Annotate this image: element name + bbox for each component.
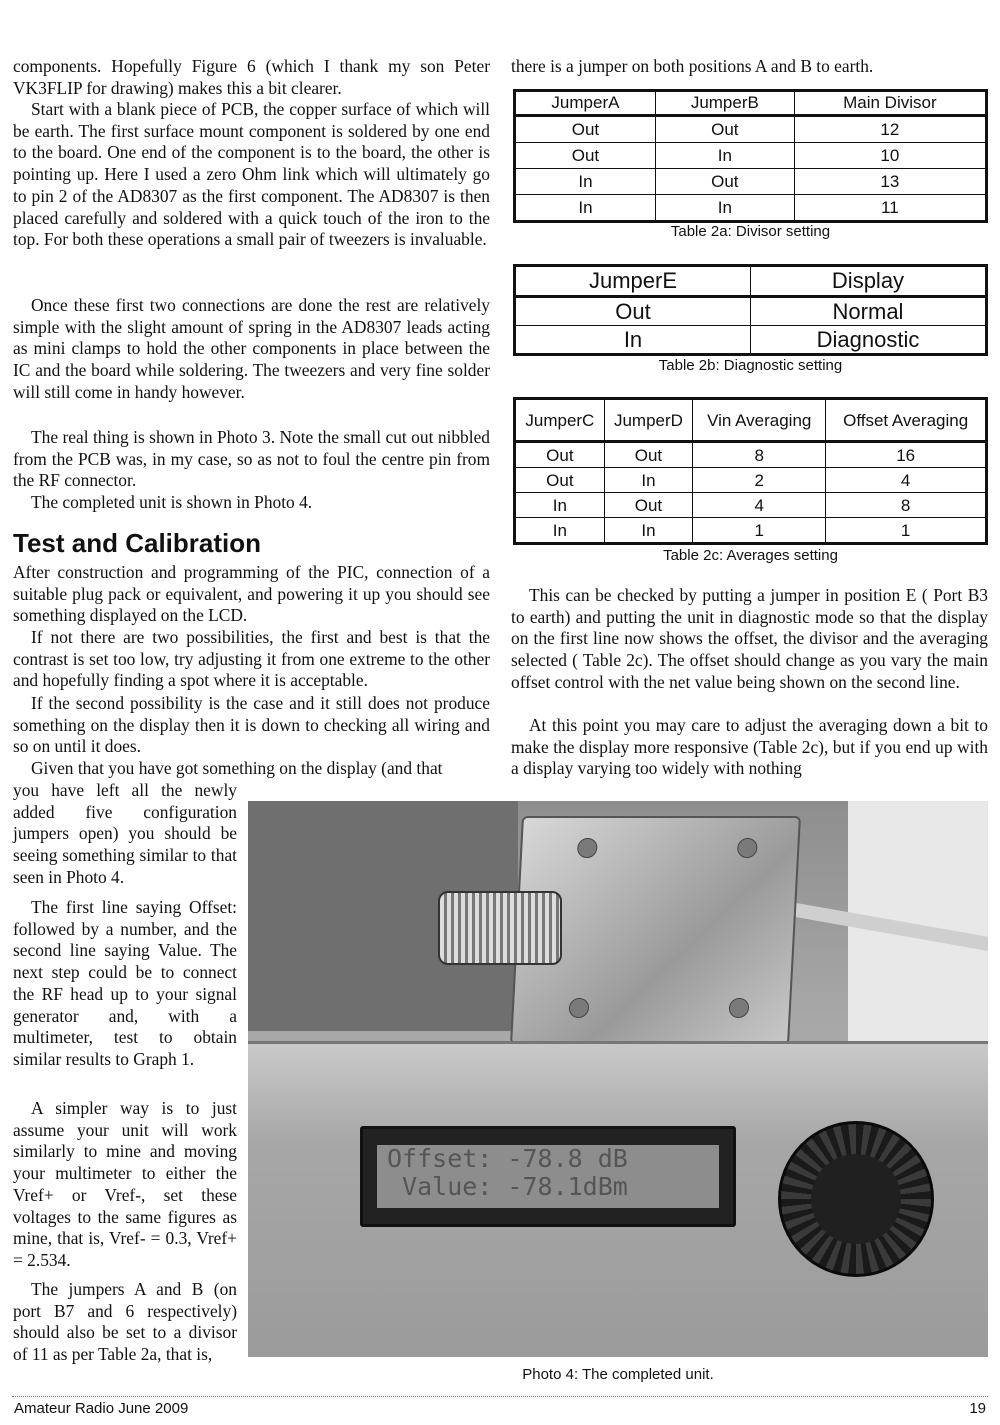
table-header-cell: JumperA (515, 91, 656, 116)
table-cell: In (655, 143, 794, 169)
table-cell: Out (515, 116, 656, 143)
table-cell: Diagnostic (751, 326, 987, 355)
table-cell: Out (655, 169, 794, 195)
table-cell: Out (655, 116, 794, 143)
table-header-cell: JumperC (515, 399, 605, 442)
offset-knob (778, 1121, 934, 1277)
page-number: 19 (969, 1400, 986, 1417)
table-2c-caption: Table 2c: Averages setting (663, 547, 838, 564)
table-cell: 8 (826, 493, 987, 518)
table-header-row (515, 399, 987, 442)
table-header-cell: Display (751, 266, 987, 297)
left-para-6: After construction and programming of the PIC, connection of a suitable plug pack or equivalent, and powering it up you should see something displayed on the LCD. (13, 562, 490, 626)
section-heading: Test and Calibration (13, 528, 261, 558)
table-cell: In (515, 493, 605, 518)
table-cell: 2 (693, 468, 826, 493)
left-para-9b: you have left all the newly added five configuration jumpers open) you should be seeing something similar to that seen in Photo 4. (13, 780, 237, 887)
table-cell: 10 (794, 143, 986, 169)
table-cell: Out (515, 143, 656, 169)
table-header-cell: Main Divisor (794, 91, 986, 116)
screw-icon (577, 838, 598, 858)
table-row (515, 116, 987, 143)
table-cell: 8 (693, 442, 826, 468)
table-header-cell: JumperB (655, 91, 794, 116)
table-cell: 4 (826, 468, 987, 493)
table-row (515, 518, 987, 544)
table-row (515, 143, 987, 169)
table-cell: In (604, 468, 692, 493)
table-cell: 1 (826, 518, 987, 544)
left-para-11: A simpler way is to just assume your unit will work similarly to mine and moving your multimeter to either the Vref+ or Vref-, set these voltages to the same figures as mine, that is, Vref- = 0.3, Vref+ = 2.534. (13, 1098, 237, 1270)
table-header-cell: Vin Averaging (693, 399, 826, 442)
table-row (515, 468, 987, 493)
table-header-cell: JumperD (604, 399, 692, 442)
table-header-cell: JumperE (515, 266, 751, 297)
screw-icon (568, 998, 589, 1018)
lcd-line-1: Offset: -78.8 dB (387, 1144, 628, 1173)
table-averages-setting (513, 397, 988, 545)
right-para-3: At this point you may care to adjust the averaging down a bit to make the display more responsive (Table 2c), but if you end up with a display varying too widely with nothing (511, 715, 988, 779)
left-para-9: Given that you have got something on the display (and that (31, 758, 443, 778)
footer-divider (12, 1396, 988, 1397)
lcd-line-2: Value: -78.1dBm (387, 1172, 628, 1201)
table-2b-caption: Table 2b: Diagnostic setting (658, 357, 843, 374)
table-header-row (515, 266, 987, 297)
table-cell: In (604, 518, 692, 544)
table-cell: 16 (826, 442, 987, 468)
left-para-7: If not there are two possibilities, the first and best is that the contrast is set too low, try adjusting it from one extreme to the other and hopefully finding a spot where it is acceptable. (13, 627, 490, 691)
table-header-row (515, 91, 987, 116)
left-para-3: Once these first two connections are done the rest are relatively simple with the slight amount of spring in the AD8307 leads acting as mini clamps to hold the other components in place between the IC and the board while soldering. The tweezers and very fine solder will still come in handy however. (13, 295, 490, 402)
table-cell: 4 (693, 493, 826, 518)
table-row (515, 326, 987, 355)
table-header-cell: Offset Averaging (826, 399, 987, 442)
table-cell: 12 (794, 116, 986, 143)
table-row (515, 169, 987, 195)
table-cell: In (515, 326, 751, 355)
table-cell: In (655, 195, 794, 222)
table-cell: In (515, 169, 656, 195)
table-diagnostic-setting (513, 264, 988, 356)
footer-publication: Amateur Radio June 2009 (14, 1400, 189, 1417)
left-para-2: Start with a blank piece of PCB, the copper surface of which will be earth. The first surface mount component is soldered by one end to the board. One end of the component is to the board, the other is pointing up. Here I used a zero Ohm link which will ultimately go to pin 2 of the AD8307 as the first component. The AD8307 is then placed carefully and soldered with a quick touch of the iron to the top. For both these operations a small pair of tweezers is invaluable. (13, 99, 490, 250)
lcd-display (360, 1126, 736, 1227)
left-para-4: The real thing is shown in Photo 3. Note the small cut out nibbled from the PCB was, in my case, so as not to foul the centre pin from the RF connector. (13, 427, 490, 491)
n-connector (438, 891, 562, 965)
screw-icon (737, 838, 758, 858)
table-row (515, 493, 987, 518)
table-cell: Out (604, 493, 692, 518)
lcd-screen (377, 1145, 719, 1208)
table-row (515, 442, 987, 468)
table-divisor-setting (513, 89, 988, 223)
screw-icon (728, 998, 749, 1018)
table-cell: In (515, 195, 656, 222)
left-para-12: The jumpers A and B (on port B7 and 6 respectively) should also be set to a divisor of 11 as per Table 2a, that is, (13, 1279, 237, 1365)
table-cell: 1 (693, 518, 826, 544)
table-cell: Normal (751, 297, 987, 326)
left-para-10: The first line saying Offset: followed by a number, and the second line saying Value. The next step could be to connect the RF head up to your signal generator and, with a multimeter, test to obtain similar results to Graph 1. (13, 897, 237, 1069)
table-cell: In (515, 518, 605, 544)
right-para-1: there is a jumper on both positions A and B to earth. (511, 56, 874, 76)
table-row (515, 297, 987, 326)
table-cell: Out (604, 442, 692, 468)
table-cell: Out (515, 468, 605, 493)
completed-unit-photo (248, 801, 988, 1357)
table-cell: Out (515, 297, 751, 326)
table-cell: 13 (794, 169, 986, 195)
table-cell: 11 (794, 195, 986, 222)
table-cell: Out (515, 442, 605, 468)
left-para-8: If the second possibility is the case and it still does not produce something on the display then it is down to checking all wiring and so on until it does. (13, 693, 490, 757)
table-row (515, 195, 987, 222)
knob-cap (811, 1154, 901, 1244)
left-para-1: components. Hopefully Figure 6 (which I thank my son Peter VK3FLIP for drawing) makes this a bit clearer. (13, 56, 490, 98)
left-para-5: The completed unit is shown in Photo 4. (31, 492, 313, 512)
table-2a-caption: Table 2a: Divisor setting (670, 223, 831, 240)
photo-caption: Photo 4: The completed unit. (522, 1366, 714, 1383)
right-para-2: This can be checked by putting a jumper in position E ( Port B3 to earth) and putting the unit in diagnostic mode so that the display on the first line now shows the offset, the divisor and the averaging selected ( Table 2c). The offset should change as you vary the main offset control with the net value being shown on the second line. (511, 585, 988, 692)
